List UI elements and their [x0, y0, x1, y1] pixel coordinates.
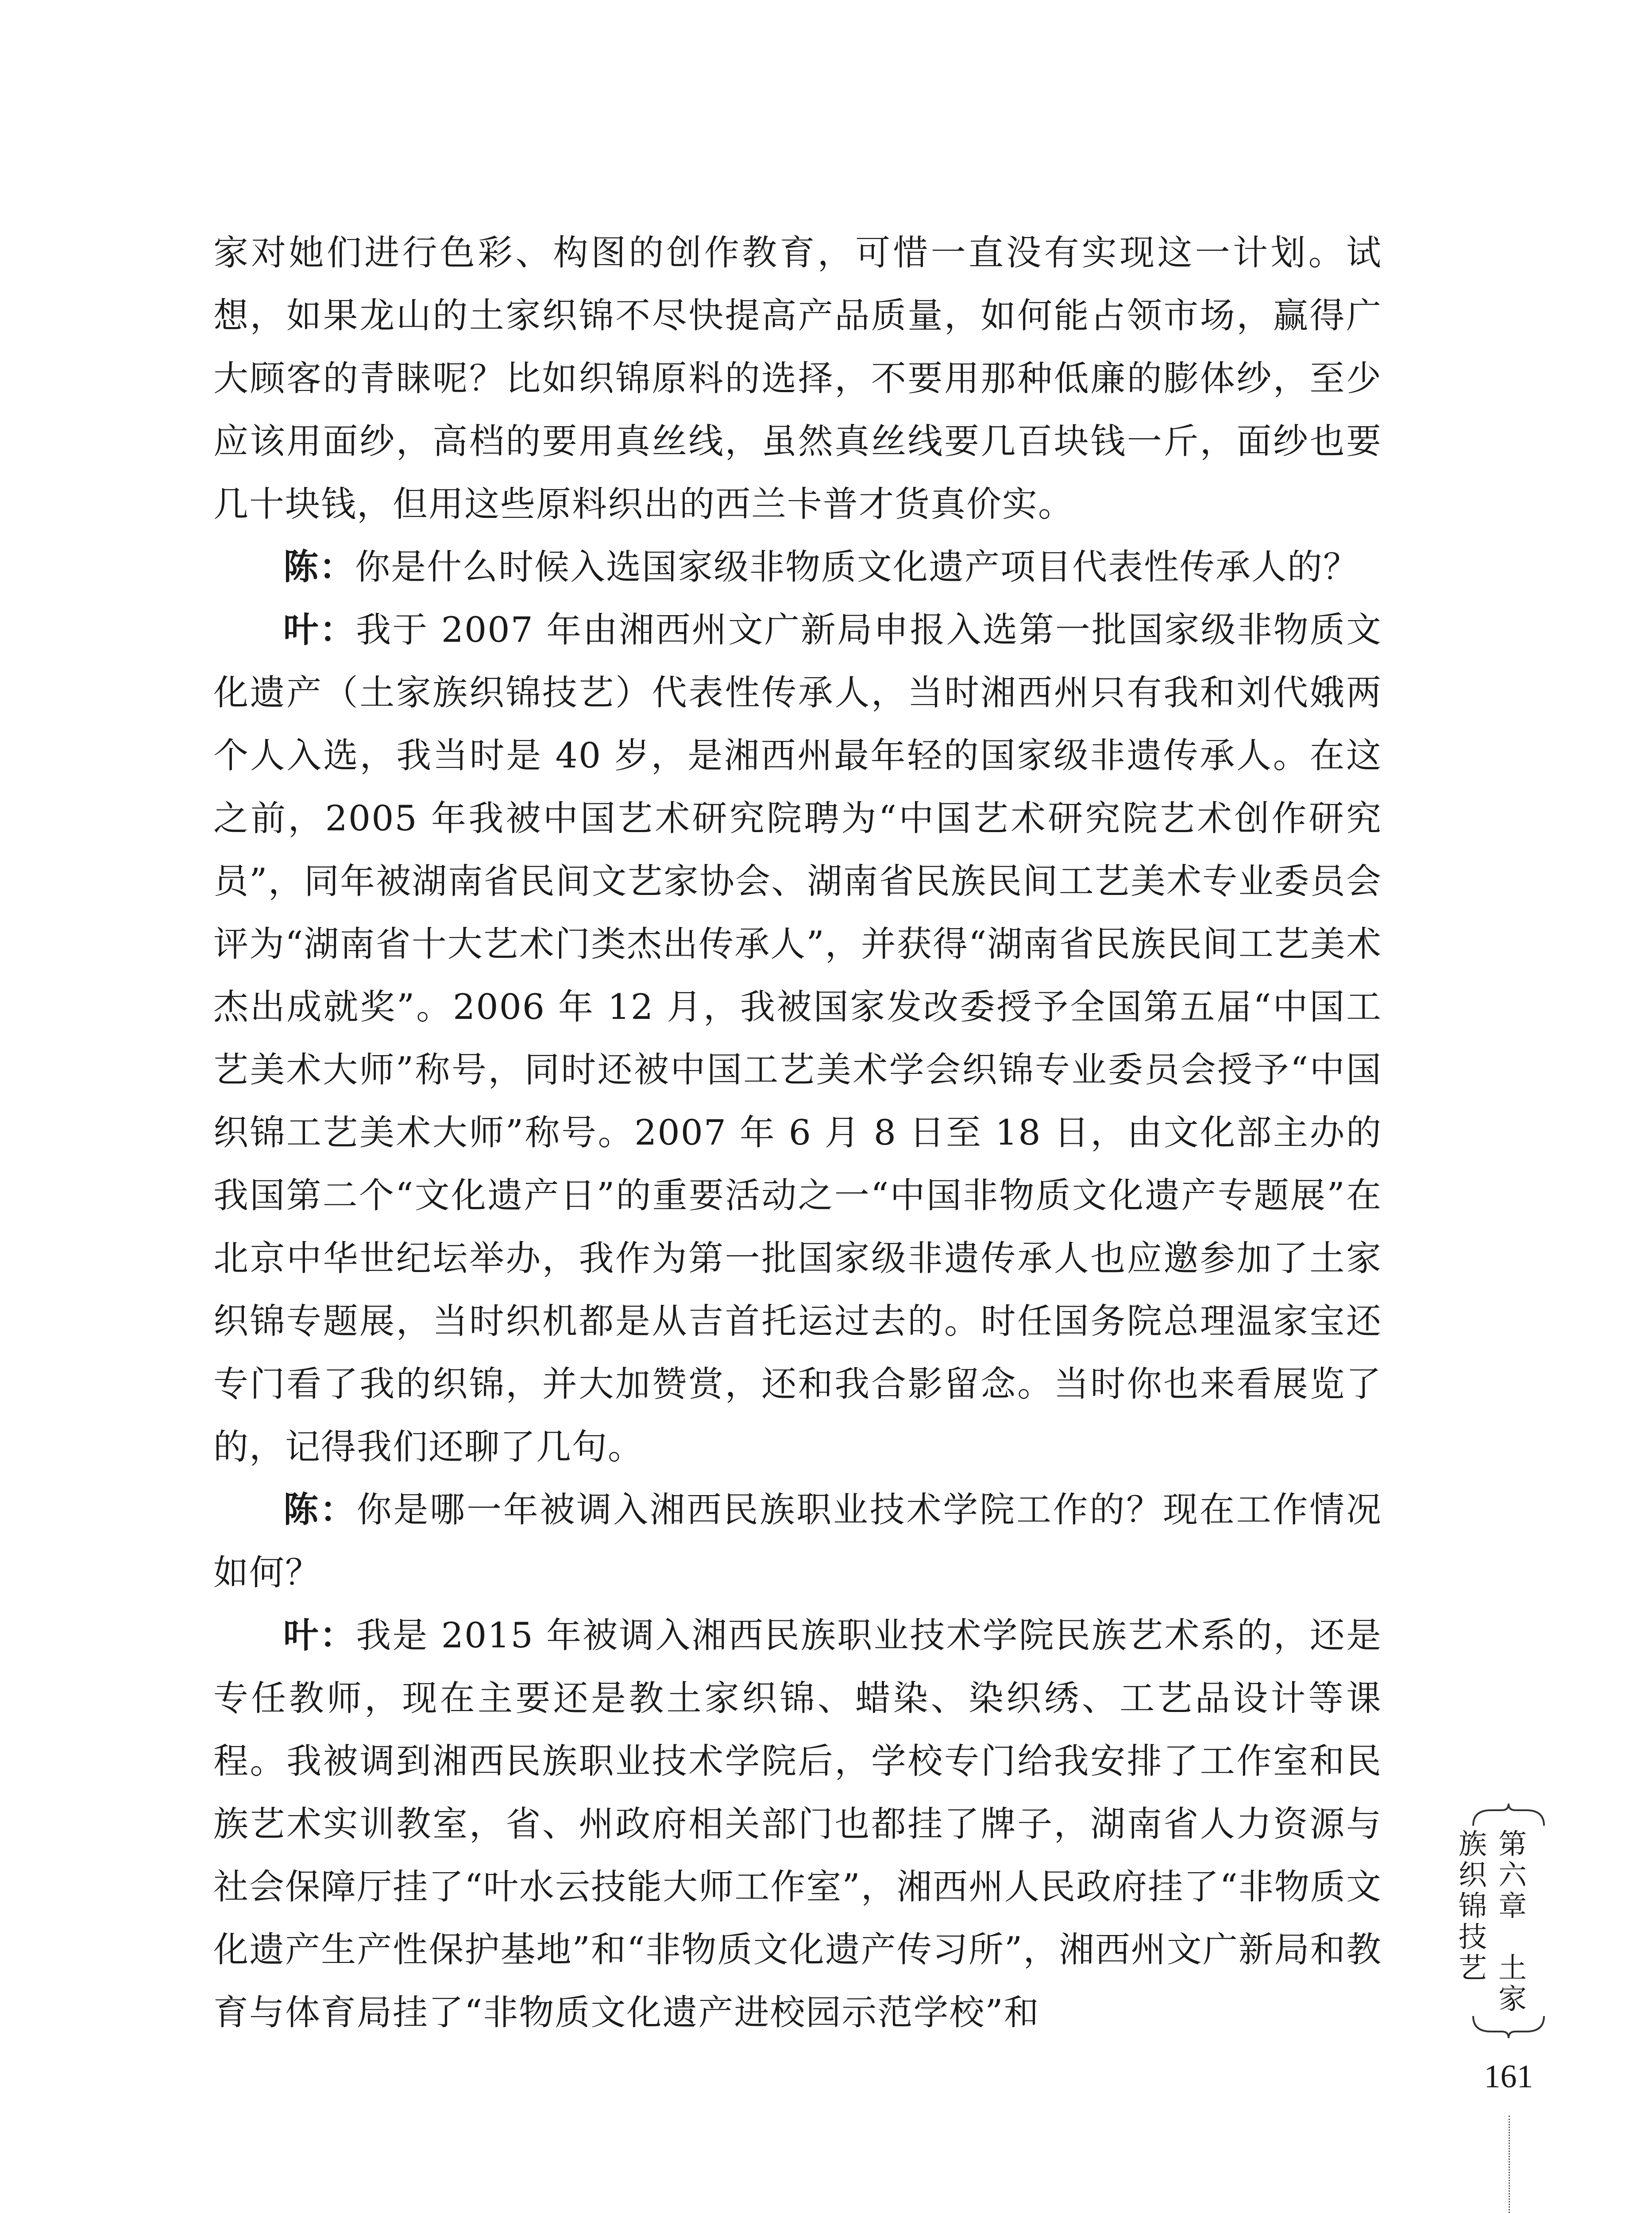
- speaker-label: 陈：: [283, 547, 355, 587]
- paragraph-text: 我于 2007 年由湘西州文广新局申报入选第一批国家级非物质文化遗产（土家族织锦技艺）代表性传承人，当时湘西州只有我和刘代娥两个人入选，我当时是 40 岁，是湘西州最年轻的国家级非遗传承人。在这之前，2005 年我被中国艺术研究院聘为“中国艺术研究院艺术创作研究员”，同年被湖南省民间文艺家协会、湖南省民族民间工艺美术专业委员会评为“湖南省十大艺术门类杰出传承人”，并获得“湖南省民族民间工艺美术杰出成就奖”。2006 年 12 月，我被国家发改委授予全国第五届“中国工艺美术大师”称号，同时还被中国工艺美术学会织锦专业委员会授予“中国织锦工艺美术大师”称号。2007 年 6 月 8 日至 18 日，由文化部主办的我国第二个“文化遗产日”的重要活动之一“中国非物质文化遗产专题展”在北京中华世纪坛举办，我作为第一批国家级非遗传承人也应邀参加了土家织锦专题展，当时织机都是从吉首托运过去的。时任国务院总理温家宝还专门看了我的织锦，并大加赞赏，还和我合影留念。当时你也来看展览了的，记得我们还聊了几句。: [213, 609, 1382, 1467]
- chapter-number: 第六章: [1494, 1829, 1526, 1922]
- dotted-rule: [1509, 2116, 1510, 2213]
- page-body: [213, 221, 1382, 2213]
- side-running-head: [1454, 1801, 1548, 2040]
- paragraph-answer: [213, 1604, 1382, 2044]
- bracket-bottom-ornament: [1469, 2014, 1548, 2040]
- paragraph-question: [213, 536, 1382, 598]
- paragraph-text: 你是什么时候入选国家级非物质文化遗产项目代表性传承人的？: [355, 547, 1359, 587]
- chapter-title: 土家族织锦技艺: [1454, 1829, 1526, 2015]
- page-number: 161: [1484, 2059, 1533, 2095]
- speaker-label: 叶：: [283, 1615, 356, 1656]
- paragraph-question: [213, 1478, 1382, 1604]
- bracket-top-ornament: [1469, 1801, 1548, 1828]
- paragraph-text: 我是 2015 年被调入湘西民族职业技术学院民族艺术系的，还是专任教师，现在主要还是教土家织锦、蜡染、染织绣、工艺品设计等课程。我被调到湘西民族职业技术学院后，学校专门给我安排了工作室和民族艺术实训教室，省、州政府相关部门也都挂了牌子，湖南省人力资源与社会保障厅挂了“叶水云技能大师工作室”，湘西州人民政府挂了“非物质文化遗产生产性保护基地”和“非物质文化遗产传习所”，湘西州文广新局和教育与体育局挂了“非物质文化遗产进校园示范学校”和: [213, 1615, 1382, 2033]
- chapter-gap: [1494, 1922, 1526, 1953]
- speaker-label: 叶：: [283, 609, 356, 650]
- chapter-heading: [1454, 1829, 1530, 2040]
- paragraph-text: 你是哪一年被调入湘西民族职业技术学院工作的？现在工作情况如何？: [213, 1489, 1382, 1593]
- speaker-label: 陈：: [283, 1489, 357, 1530]
- paragraph-answer: [213, 598, 1382, 1478]
- paragraph-text: 家对她们进行色彩、构图的创作教育，可惜一直没有实现这一计划。试想，如果龙山的土家织锦不尽快提高产品质量，如何能占领市场，赢得广大顾客的青睐呢？比如织锦原料的选择，不要用那种低廉的膨体纱，至少应该用面纱，高档的要用真丝线，虽然真丝线要几百块钱一斤，面纱也要几十块钱，但用这些原料织出的西兰卡普才货真价实。: [213, 232, 1382, 524]
- paragraph-continuation: [213, 221, 1382, 536]
